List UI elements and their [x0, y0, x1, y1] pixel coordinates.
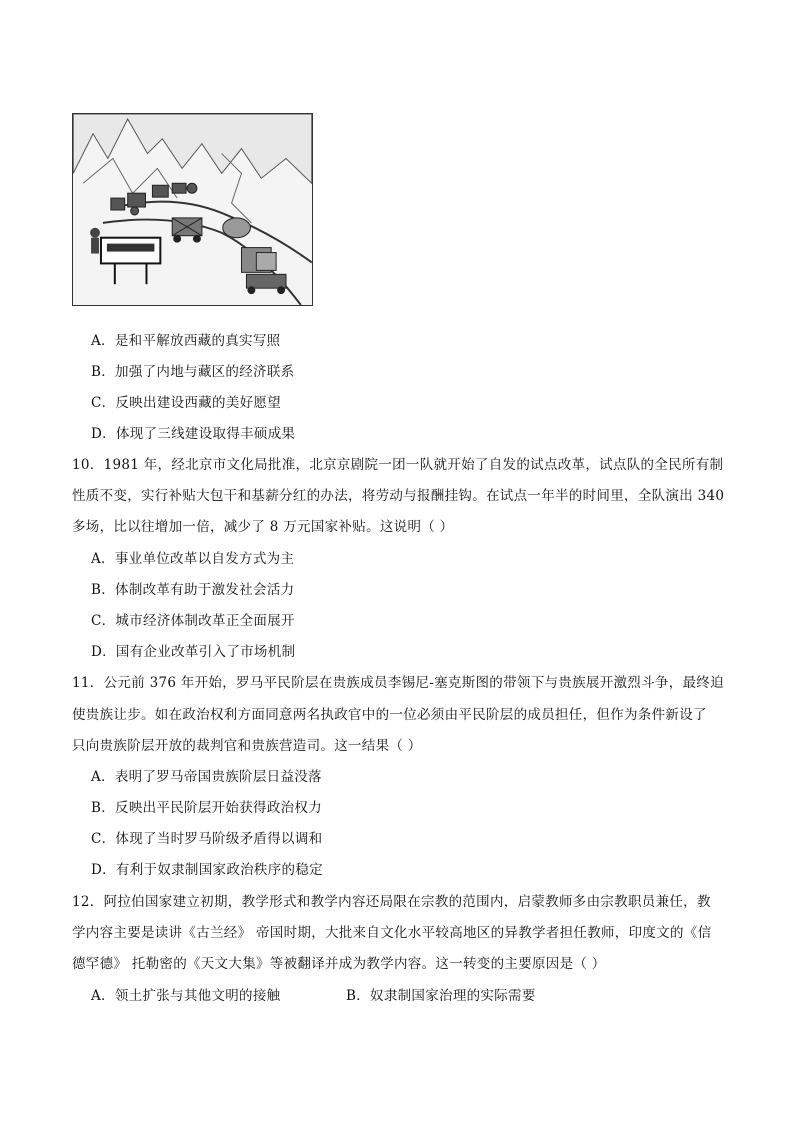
q11-option-c: C．体现了当时罗马阶级矛盾得以调和 — [91, 831, 323, 847]
q10-option-d: D．国有企业改革引入了市场机制 — [91, 644, 296, 660]
q11-stem-line-1: 11．公元前 376 年开始，罗马平民阶层在贵族成员李锡尼-塞克斯图的带领下与贵族展开激烈斗争，最终迫 — [72, 675, 724, 691]
q10-option-c: C．城市经济体制改革正全面展开 — [91, 613, 295, 629]
q9-option-b: B．加强了内地与藏区的经济联系 — [91, 364, 295, 380]
cartoon-image — [73, 114, 312, 305]
q10-stem-line-2: 性质不变，实行补贴大包干和基薪分红的办法，将劳动与报酬挂钩。在试点一年半的时间里，全队演出 340 — [72, 488, 725, 504]
q9-option-a: A．是和平解放西藏的真实写照 — [91, 333, 281, 349]
q12-option-a: A．领土扩张与其他文明的接触 — [91, 988, 281, 1004]
q12-stem-line-2: 学内容主要是读讲《古兰经》 帝国时期，大批来自文化水平较高地区的异教学者担任教师，印度文的《信 — [72, 925, 712, 941]
q10-option-b: B．体制改革有助于激发社会活力 — [91, 582, 295, 598]
question-illustration — [72, 113, 313, 306]
q12-option-b: B．奴隶制国家治理的实际需要 — [346, 988, 536, 1004]
q11-stem-line-3: 只向贵族阶层开放的裁判官和贵族营造司。这一结果（ ） — [72, 738, 422, 754]
q11-stem-line-2: 使贵族让步。如在政治权利方面同意两名执政官中的一位必须由平民阶层的成员担任，但作为条件新设了 — [72, 707, 707, 723]
q10-option-a: A．事业单位改革以自发方式为主 — [91, 551, 295, 567]
q12-stem-line-1: 12．阿拉伯国家建立初期，教学形式和教学内容还局限在宗教的范围内，启蒙教师多由宗教职员兼任，教 — [72, 894, 711, 910]
q12-stem-line-3: 德罕德》 托勒密的《天文大集》等被翻译并成为教学内容。这一转变的主要原因是（ ） — [72, 956, 606, 972]
q11-option-a: A．表明了罗马帝国贵族阶层日益没落 — [91, 769, 322, 785]
q10-stem-line-1: 10．1981 年，经北京市文化局批准，北京京剧院一团一队就开始了自发的试点改革，试点队的全民所有制 — [72, 457, 724, 473]
q9-option-c: C．反映出建设西藏的美好愿望 — [91, 395, 282, 411]
q10-stem-line-3: 多场，比以往增加一倍，减少了 8 万元国家补贴。这说明（ ） — [72, 519, 454, 535]
q9-option-d: D．体现了三线建设取得丰硕成果 — [91, 426, 296, 442]
q11-option-d: D．有利于奴隶制国家政治秩序的稳定 — [91, 862, 323, 878]
q11-option-b: B．反映出平民阶层开始获得政治权力 — [91, 800, 323, 816]
